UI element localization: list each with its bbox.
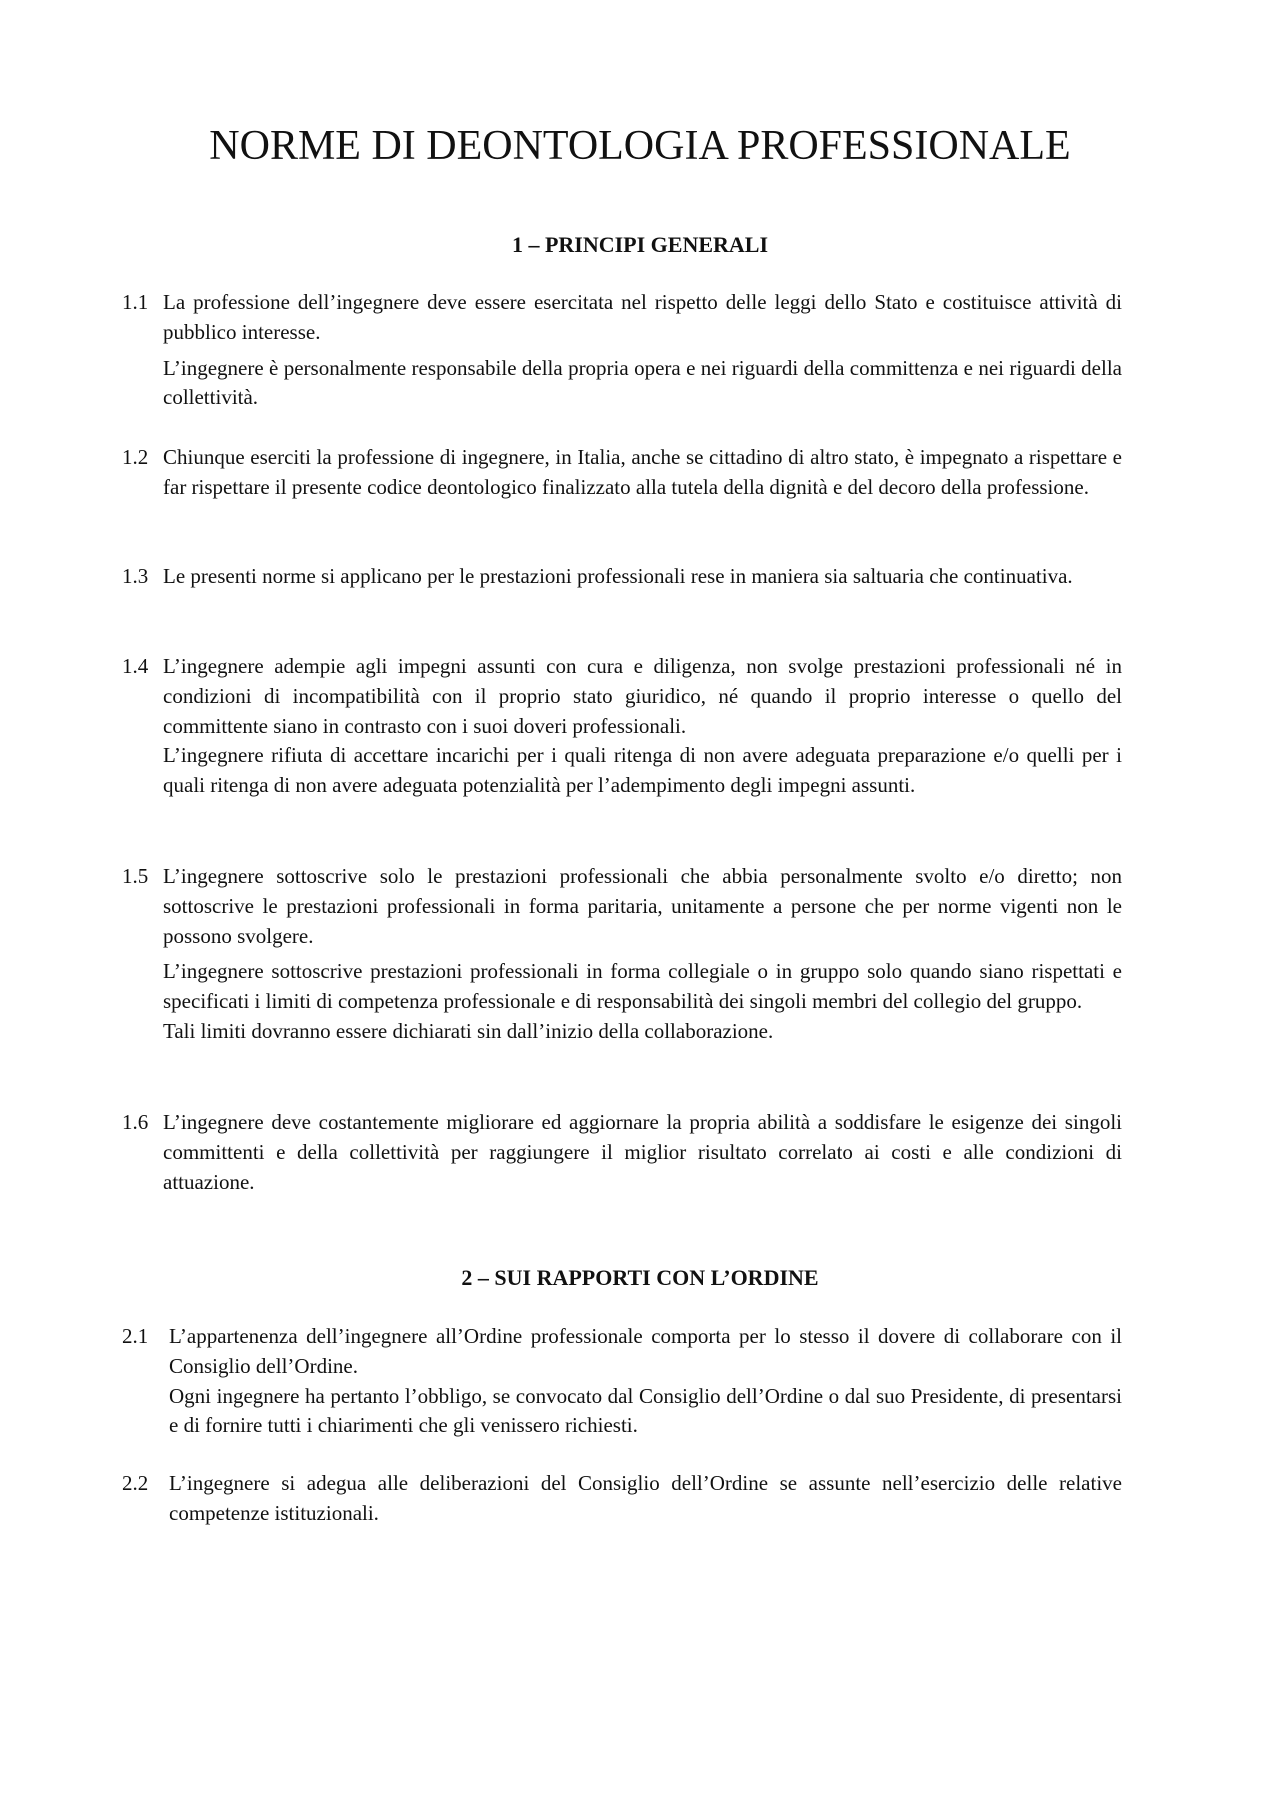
clause-number: 2.1 bbox=[122, 1324, 149, 1348]
clause-body bbox=[169, 1469, 1122, 1529]
clause-1-3 bbox=[122, 562, 1122, 592]
clause-paragraph: L’ingegnere si adegua alle deliberazioni del Consiglio dell’Ordine se assunte nell’esercizio delle relative competenze istituzionali. bbox=[169, 1471, 1122, 1525]
clause-1-4 bbox=[122, 652, 1122, 801]
clause-paragraph: Chiunque eserciti la professione di ingegnere, in Italia, anche se cittadino di altro stato, è impegnato a rispettare e far rispettare il presente codice deontologico finalizzato alla tutela della dignità e del decoro della professione. bbox=[163, 445, 1122, 499]
clause-paragraph: L’appartenenza dell’ingegnere all’Ordine professionale comporta per lo stesso il dovere di collaborare con il Consiglio dell’Ordine. bbox=[169, 1324, 1122, 1378]
clause-2-2 bbox=[122, 1469, 1122, 1529]
clause-1-6 bbox=[122, 1108, 1122, 1197]
section-heading-rapporti-ordine: 2 – SUI RAPPORTI CON L’ORDINE bbox=[461, 1265, 819, 1290]
clause-paragraph: L’ingegnere adempie agli impegni assunti con cura e diligenza, non svolge prestazioni professionali né in condizioni di incompatibilità con il proprio stato giuridico, né quando il proprio interesse o quello del committente siano in contrasto con i suoi doveri professionali. bbox=[163, 654, 1122, 738]
clause-paragraph: L’ingegnere sottoscrive prestazioni professionali in forma collegiale o in gruppo solo quando siano rispettati e specificati i limiti di competenza professionale e di responsabilità dei singoli membri del collegio del gruppo. bbox=[163, 959, 1122, 1014]
clause-number: 2.2 bbox=[122, 1471, 149, 1495]
document-title: NORME DI DEONTOLOGIA PROFESSIONALE bbox=[209, 123, 1071, 169]
clause-body bbox=[163, 288, 1122, 413]
clause-1-2 bbox=[122, 443, 1122, 503]
section-heading-principi-generali: 1 – PRINCIPI GENERALI bbox=[511, 232, 769, 257]
clause-paragraph: L’ingegnere è personalmente responsabile della propria opera e nei riguardi della committenza e nei riguardi della collettività. bbox=[163, 355, 1122, 410]
clause-paragraph: La professione dell’ingegnere deve essere esercitata nel rispetto delle leggi dello Stato e costituisce attività di pubblico interesse. bbox=[163, 290, 1122, 344]
clause-paragraph: Ogni ingegnere ha pertanto l’obbligo, se convocato dal Consiglio dell’Ordine o dal suo Presidente, di presentarsi e di fornire tutti i chiarimenti che gli venissero richiesti. bbox=[169, 1383, 1122, 1438]
clause-1-1 bbox=[122, 288, 1122, 413]
clause-number: 1.1 bbox=[122, 290, 149, 314]
clause-number: 1.4 bbox=[122, 654, 149, 678]
clause-2-1 bbox=[122, 1322, 1122, 1441]
clause-number: 1.6 bbox=[122, 1110, 149, 1134]
clause-number: 1.5 bbox=[122, 864, 149, 888]
clause-body bbox=[163, 1108, 1122, 1197]
clause-body bbox=[163, 562, 1122, 592]
clause-number: 1.2 bbox=[122, 445, 149, 469]
clause-body bbox=[163, 443, 1122, 503]
clause-body bbox=[163, 862, 1122, 1047]
clause-1-5 bbox=[122, 862, 1122, 1047]
clause-paragraph: L’ingegnere rifiuta di accettare incarichi per i quali ritenga di non avere adeguata preparazione e/o quelli per i quali ritenga di non avere adeguata potenzialità per l’adempimento degli impegni assunti. bbox=[163, 743, 1122, 798]
clause-paragraph: Le presenti norme si applicano per le prestazioni professionali rese in maniera sia saltuaria che continuativa. bbox=[163, 564, 1073, 588]
clause-paragraph: L’ingegnere deve costantemente migliorare ed aggiornare la propria abilità a soddisfare le esigenze dei singoli committenti e della collettività per raggiungere il miglior risultato correlato ai costi e alle condizioni di attuazione. bbox=[163, 1110, 1122, 1194]
clause-body bbox=[169, 1322, 1122, 1441]
clause-body bbox=[163, 652, 1122, 801]
clause-paragraph: Tali limiti dovranno essere dichiarati sin dall’inizio della collaborazione. bbox=[163, 1018, 774, 1043]
clause-number: 1.3 bbox=[122, 564, 149, 588]
clause-paragraph: L’ingegnere sottoscrive solo le prestazioni professionali che abbia personalmente svolto e/o diretto; non sottoscrive le prestazioni professionali in forma paritaria, unitamente a persone che per norme vigenti non le possono svolgere. bbox=[163, 864, 1122, 948]
